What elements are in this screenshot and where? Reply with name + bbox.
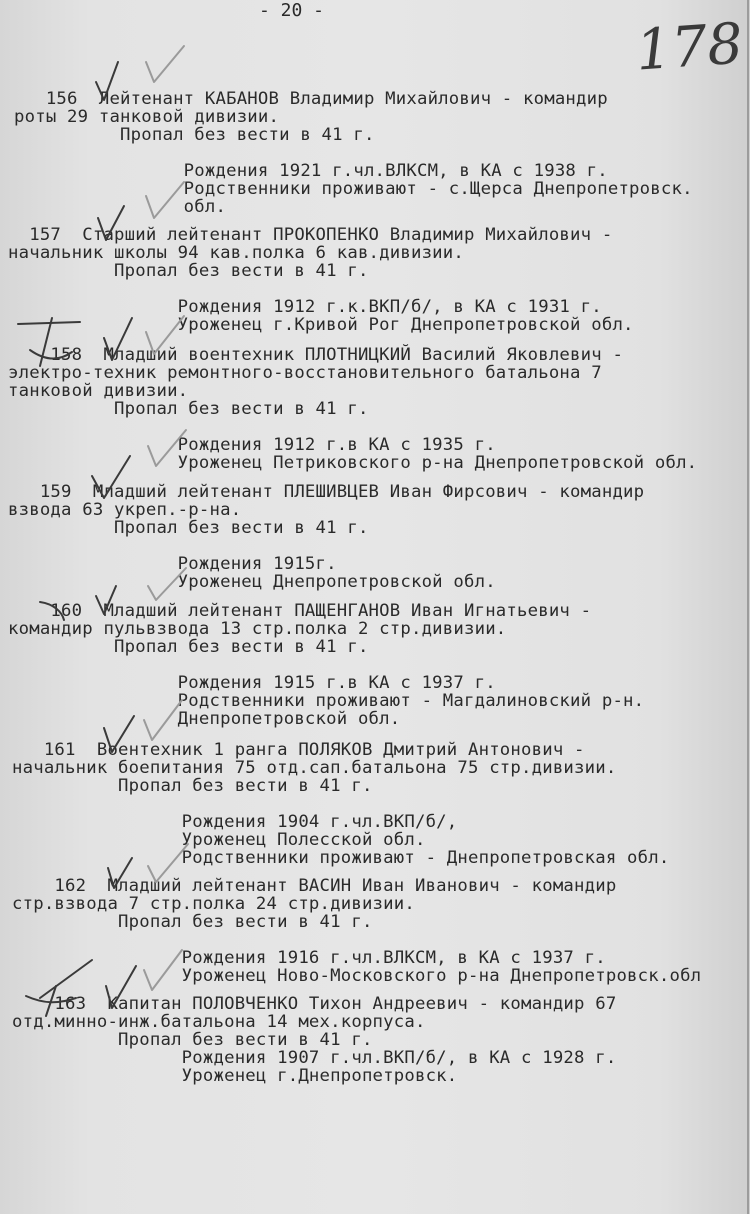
entry-158: 158 Младший воентехник ПЛОТНИЦКИЙ Василий Яковлевич - электро-техник ремонтного-восстановительного батальона 7 танковой дивизии. Пропал без вести в 41 г. Рождения 1912 г.в КА с 1935 г. Уроженец Петриковского р-на Днепропетровской обл. xyxy=(8,345,698,473)
archive-folio-number: 178 xyxy=(633,11,745,84)
cross-mark-icon xyxy=(40,960,92,998)
page-number: - 20 - xyxy=(259,0,325,21)
checkmark-icon xyxy=(96,62,118,100)
checkmark-icon xyxy=(106,966,136,1008)
checkmark-icon xyxy=(104,716,134,752)
cross-mark-icon xyxy=(30,350,72,359)
checkmark-icon xyxy=(146,46,184,82)
checkmark-icon xyxy=(104,318,132,360)
checkmark-icon xyxy=(92,456,130,498)
checkmark-icon xyxy=(148,430,186,466)
checkmark-icon xyxy=(108,858,132,888)
checkmark-icon xyxy=(144,950,182,990)
checkmark-icon xyxy=(98,206,124,240)
entry-160: 160 Младший лейтенант ПАЩЕНГАНОВ Иван Игнатьевич - командир пульвзвода 13 стр.полка 2 стр.дивизии. Пропал без вести в 41 г. Рождения 1915 г.в КА с 1937 г. Родственники проживают - Магдалиновский р-н. Днепропетровской обл. xyxy=(8,601,645,729)
entry-159: 159 Младший лейтенант ПЛЕШИВЦЕВ Иван Фирсович - командир взвода 63 укреп.-р-на. Пропал без вести в 41 г. Рождения 1915г. Уроженец Днепропетровской обл. xyxy=(8,482,645,592)
checkmark-icon xyxy=(148,568,186,600)
entry-157: 157 Старший лейтенант ПРОКОПЕНКО Владимир Михайлович - начальник школы 94 кав.полка 6 кав.дивизии. Пропал без вести в 41 г. Рождения 1912 г.к.ВКП/б/, в КА с 1931 г. Уроженец г.Кривой Рог Днепропетровской обл. xyxy=(8,225,634,335)
entry-161: 161 Воентехник 1 ранга ПОЛЯКОВ Дмитрий Антонович - начальник боепитания 75 отд.сап.батальона 75 стр.дивизии. Пропал без вести в 41 г. Рождения 1904 г.чл.ВКП/б/, Уроженец Полесской обл. Родственники проживают - Днепропетровская обл. xyxy=(12,740,670,868)
entry-156: 156 Лейтенант КАБАНОВ Владимир Михайлович - командир роты 29 танковой дивизии. Пропал без вести в 41 г. Рождения 1921 г.чл.ВЛКСМ, в КА с 1938 г. Родственники проживают - с.Щерса Днепропетровск. обл. xyxy=(14,89,693,217)
cross-mark-icon xyxy=(40,602,64,620)
checkmark-icon xyxy=(146,182,184,218)
checkmark-icon xyxy=(148,844,188,882)
checkmark-icon xyxy=(144,700,182,740)
cross-mark-icon xyxy=(18,322,80,324)
checkmark-icon xyxy=(96,586,116,614)
checkmark-icon xyxy=(146,316,184,354)
entry-162: 162 Младший лейтенант ВАСИН Иван Иванович - командир стр.взвода 7 стр.полка 24 стр.дивизии. Пропал без вести в 41 г. Рождения 1916 г.чл.ВЛКСМ, в КА с 1937 г. Уроженец Ново-Московского р-на Днепропетровск.обл xyxy=(12,876,702,986)
entry-163: 163 Капитан ПОЛОВЧЕНКО Тихон Андреевич - командир 67 отд.минно-инж.батальона 14 мех.корпуса. Пропал без вести в 41 г. Рождения 1907 г.чл.ВКП/б/, в КА с 1928 г. Уроженец г.Днепропетровск. xyxy=(12,994,617,1086)
